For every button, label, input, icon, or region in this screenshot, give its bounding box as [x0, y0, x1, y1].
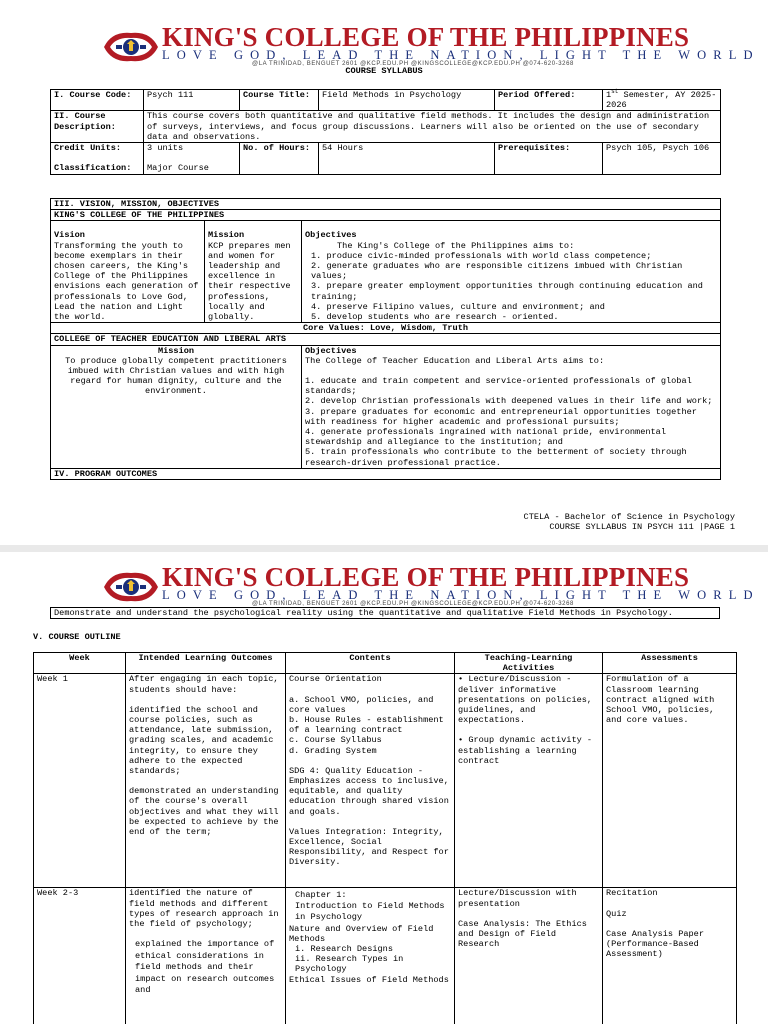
ctela-title: COLLEGE OF TEACHER EDUCATION AND LIBERAL ARTS [51, 334, 721, 345]
course-description: This course covers both quantitative and qualitative field methods. It includes the design and administration of surveys, interviews, and focus group discussions. Learners will also be oriented on the use of secondary data and observations. [144, 111, 721, 143]
page-footer: CTELA - Bachelor of Science in Psychology COURSE SYLLABUS IN PSYCH 111 |PAGE 1 [523, 512, 735, 532]
week-2-tla: Lecture/Discussion with presentation Case Analysis: The Ethics and Design of Field Research [455, 888, 603, 1024]
college-motto: LOVE GOD, LEAD THE NATION, LIGHT THE WORLD [162, 48, 760, 62]
core-values: Core Values: Love, Wisdom, Truth [51, 323, 721, 334]
week-2-ilo: identified the nature of field methods and different types of research approach in the field of psychology; explained the importance of ethical considerations in field methods and their impact on research outcomes and [126, 888, 286, 1024]
prerequisites-label: Prerequisites: [495, 143, 603, 175]
week-1-contents: Course Orientation a. School VMO, policies, and core values b. House Rules - establishment of a learning contract c. Course Syllabus d. Grading System SDG 4: Quality Education - Emphasizes access to inclusive, equitable, and quality education through shared vision and goals. Values Integration: Integrity, Excellence, Social Responsibility, and Respect for Diversity. [286, 674, 455, 888]
hours-label: No. of Hours: [240, 143, 319, 175]
kcp-objectives: Objectives The King's College of the Philippines aims to: 1. produce civic-minded professionals with world class competence; 2. generate graduates who are responsible citizens imbued with Christian values; 3. prepare greater employment opportunities through continuing education and training; 4. preserve Filipino values, culture and environment; and 5. develop students who are research - oriented. [302, 221, 721, 323]
college-seal-logo [102, 567, 160, 607]
document-title: COURSE SYLLABUS [345, 66, 423, 76]
college-address: @LA TRINIDAD, BENGUET 2601 @KCP.EDU.PH @KINGSCOLLEGE@KCP.EDU.PH @074-620-3268 [252, 61, 574, 67]
col-header-contents: Contents [286, 653, 455, 674]
table-row [34, 674, 737, 888]
vmo-section-title: III. VISION, MISSION, OBJECTIVES [51, 199, 721, 210]
vmo-table [50, 198, 721, 480]
week-2-contents: Chapter 1: Introduction to Field Methods in Psychology Nature and Overview of Field Methods i. Research Designs ii. Research Types in Psychology Ethical Issues of Field Methods [286, 888, 455, 1024]
period-label: Period Offered: [495, 90, 603, 111]
hours-value: 54 Hours [319, 143, 495, 175]
college-seal-logo [102, 27, 160, 67]
week-1-tla: • Lecture/Discussion -deliver informative presentations on policies, guidelines, and expectations. • Group dynamic activity -establishing a learning contract [455, 674, 603, 888]
col-header-week: Week [34, 653, 126, 674]
college-name: KING'S COLLEGE OF THE PHILIPPINES [162, 22, 690, 52]
college-motto: LOVE GOD, LEAD THE NATION, LIGHT THE WORLD [162, 588, 760, 602]
week-2-label: Week 2-3 [34, 888, 126, 1024]
credit-class-labels: Credit Units: Classification: [51, 143, 144, 175]
college-address: @LA TRINIDAD, BENGUET 2601 @KCP.EDU.PH @KINGSCOLLEGE@KCP.EDU.PH @074-620-3268 [252, 601, 574, 607]
week-1-assessments: Formulation of a Classroom learning contract aligned with School VMO, policies, and core values. [603, 674, 737, 888]
syllabus-page-2 [0, 552, 768, 1024]
course-outline-table [33, 652, 737, 1024]
col-header-tla: Teaching-Learning Activities [455, 653, 603, 674]
col-header-ilo: Intended Learning Outcomes [126, 653, 286, 674]
course-code-label: I. Course Code: [51, 90, 144, 111]
kcp-title: KING'S COLLEGE OF THE PHILIPPINES [51, 210, 721, 221]
prerequisites-value: Psych 105, Psych 106 [603, 143, 721, 175]
kcp-vision: Vision Transforming the youth to become exemplars in their chosen careers, the King's College of the Philippines envisions each generation of professionals to Love God, Lead the nation and Light the world. [51, 221, 205, 323]
week-2-assessments: Recitation Quiz Case Analysis Paper (Performance-Based Assessment) [603, 888, 737, 1024]
course-outline-title: V. COURSE OUTLINE [33, 632, 121, 642]
course-info-table [50, 89, 721, 175]
period-value: 1st Semester, AY 2025-2026 [603, 90, 721, 111]
description-label: II. Course Description: [51, 111, 144, 143]
ctela-mission: Mission To produce globally competent practitioners imbued with Christian values and with high regard for human dignity, culture and the environment. [51, 345, 302, 468]
kcp-mission: Mission KCP prepares men and women for leadership and excellence in their respective professions, locally and globally. [205, 221, 302, 323]
program-outcome-statement: Demonstrate and understand the psychological reality using the quantitative and qualitative Field Methods in Psychology. [50, 607, 720, 619]
week-1-label: Week 1 [34, 674, 126, 888]
ctela-objectives: Objectives The College of Teacher Education and Liberal Arts aims to: 1. educate and train competent and service-oriented professionals of global standards; 2. develop Christian professionals with deepened values in their life and work; 3. prepare graduates for economic and entrepreneurial opportunities together with readiness for higher academic and professional pursuits; 4. generate professionals ingrained with national pride, environmental stewardship and allegiance to the institution; and 5. train professionals who contribute to the betterment of society through research-driven professional practice. [302, 345, 721, 468]
college-name: KING'S COLLEGE OF THE PHILIPPINES [162, 562, 690, 592]
credit-class-values: 3 units Major Course [144, 143, 240, 175]
program-outcomes-title: IV. PROGRAM OUTCOMES [51, 468, 721, 479]
week-1-ilo: After engaging in each topic, students should have: identified the school and course policies, such as attendance, late submission, grading scales, and academic integrity, to ensure they adhere to the expected standards; demonstrated an understanding of the course's overall objectives and what they will be expected to achieve by the end of the term; [126, 674, 286, 888]
course-title-value: Field Methods in Psychology [319, 90, 495, 111]
course-code-value: Psych 111 [144, 90, 240, 111]
col-header-assessments: Assessments [603, 653, 737, 674]
table-row [34, 888, 737, 1024]
course-title-label: Course Title: [240, 90, 319, 111]
